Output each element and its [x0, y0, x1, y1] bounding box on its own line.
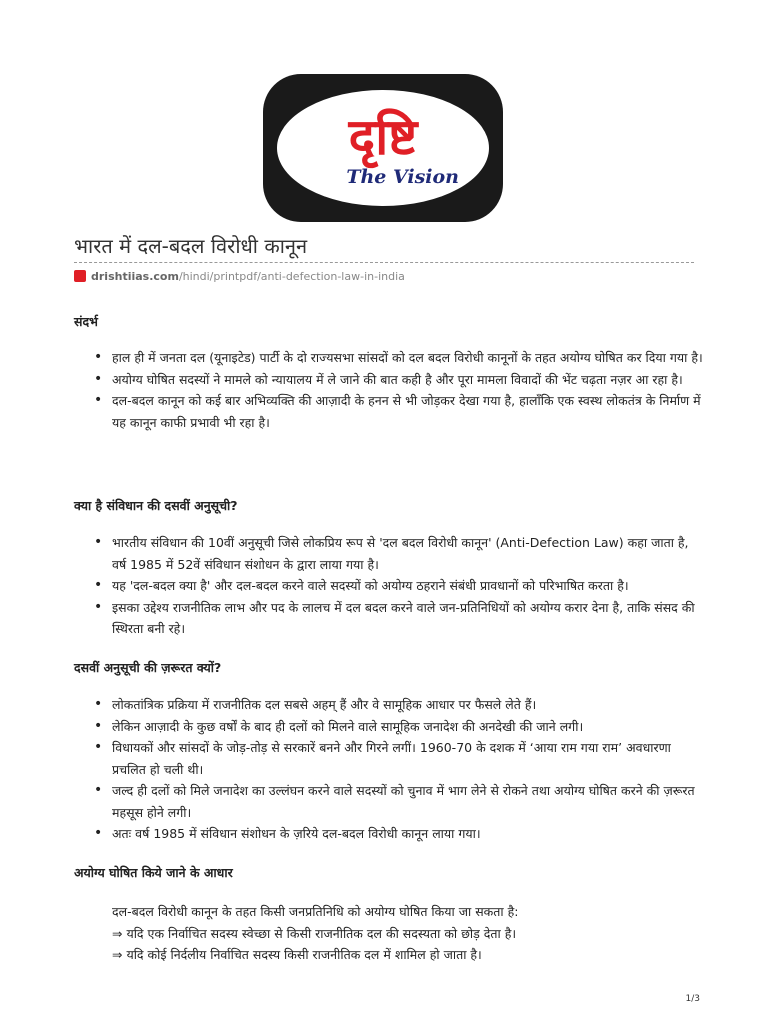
page-number: 1/3 — [685, 994, 700, 1004]
paragraph-line: दल-बदल विरोधी कानून के तहत किसी जनप्रतिनिधि को अयोग्य घोषित किया जा सकता है: — [112, 904, 519, 919]
section-heading-tenth-schedule: क्या है संविधान की दसवीं अनुसूची? — [74, 498, 238, 513]
list-item: • इसका उद्देश्य राजनीतिक लाभ और पद के लालच में दल बदल करने वाले जन-प्रतिनिधियों को अयोग्य करार देना है, ताकि संसद की स्थिरता बनी रहे। — [94, 597, 704, 640]
list-item: • विधायकों और सांसदों के जोड़-तोड़ से सरकारें बनने और गिरने लगीं। 1960-70 के दशक में ‘आया राम गया राम’ अवधारणा प्रचलित हो चली थी। — [94, 737, 704, 780]
list-item: • लोकतांत्रिक प्रक्रिया में राजनीतिक दल सबसे अहम् हैं और वे सामूहिक आधार पर फैसले लेते हैं। — [94, 694, 704, 716]
section-heading-grounds: अयोग्य घोषित किये जाने के आधार — [74, 865, 233, 880]
logo-english-text: The Vision — [346, 166, 459, 188]
title-divider — [74, 262, 694, 263]
list-item: • हाल ही में जनता दल (यूनाइटेड) पार्टी के दो राज्यसभा सांसदों को दल बदल विरोधी कानूनों के तहत अयोग्य घोषित कर दिया गया है। — [94, 347, 704, 369]
section-heading-need: दसवीं अनुसूची की ज़रूरत क्यों? — [74, 660, 222, 675]
paragraph-line: ⇒ यदि एक निर्वाचित सदस्य स्वेच्छा से किसी राजनीतिक दल की सदस्यता को छोड़ देता है। — [112, 925, 517, 941]
drishti-logo — [263, 74, 503, 222]
section-heading-context: संदर्भ — [74, 314, 98, 329]
need-list — [94, 694, 704, 845]
source-link[interactable] — [74, 270, 405, 283]
logo-oval — [277, 90, 489, 206]
list-item: • लेकिन आज़ादी के कुछ वर्षों के बाद ही दलों को मिलने वाले सामूहिक जनादेश की अनदेखी की जाने लगी। — [94, 716, 704, 738]
page-title: भारत में दल-बदल विरोधी कानून — [74, 234, 308, 258]
list-item: • दल-बदल कानून को कई बार अभिव्यक्ति की आज़ादी के हनन से भी जोड़कर देखा गया है, हालाँकि एक स्वस्थ लोकतंत्र के निर्माण में यह कानून काफी प्रभावी भी रहा है। — [94, 390, 704, 433]
context-list — [94, 347, 704, 433]
source-path: /hindi/printpdf/anti-defection-law-in-india — [178, 270, 405, 283]
list-item: • यह 'दल-बदल क्या है' और दल-बदल करने वाले सदस्यों को अयोग्य ठहराने संबंधी प्रावधानों को परिभाषित करता है। — [94, 575, 704, 597]
grounds-paragraph — [112, 901, 712, 966]
paragraph-line: ⇒ यदि कोई निर्दलीय निर्वाचित सदस्य किसी राजनीतिक दल में शामिल हो जाता है। — [112, 947, 482, 962]
list-item: • जल्द ही दलों को मिले जनादेश का उल्लंघन करने वाले सदस्यों को चुनाव में भाग लेने से रोकने तथा अयोग्य घोषित करने की ज़रूरत महसूस होने लगी। — [94, 780, 704, 823]
list-item: • अतः वर्ष 1985 में संविधान संशोधन के ज़रिये दल-बदल विरोधी कानून लाया गया। — [94, 823, 704, 845]
list-item: • अयोग्य घोषित सदस्यों ने मामले को न्यायालय में ले जाने की बात कही है और पूरा मामला विवादों की भेंट चढ़ता नज़र आ रहा है। — [94, 369, 704, 391]
favicon-icon — [74, 270, 86, 282]
logo-hindi-text: दृष्टि — [348, 108, 418, 166]
source-domain: drishtiias.com — [91, 270, 179, 283]
tenth-schedule-list — [94, 532, 704, 640]
list-item: • भारतीय संविधान की 10वीं अनुसूची जिसे लोकप्रिय रूप से 'दल बदल विरोधी कानून' (Anti-Defection Law) कहा जाता है, वर्ष 1985 में 52वें संविधान संशोधन के द्वारा लाया गया है। — [94, 532, 704, 575]
